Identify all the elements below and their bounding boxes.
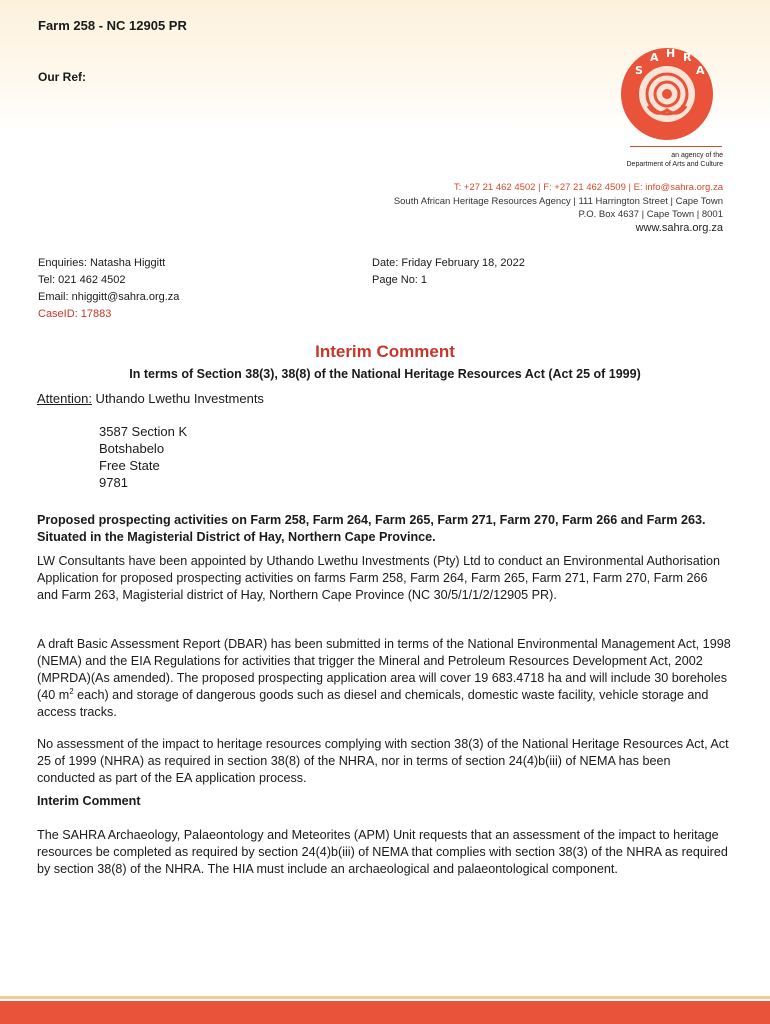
farm-reference-title: Farm 258 - NC 12905 PR [38,18,187,33]
proposal-heading: Proposed prospecting activities on Farm 258, Farm 264, Farm 265, Farm 271, Farm 270, Farm 266 and Farm 263. Situated in the Magisterial District of Hay, Northern Cape Province. [37,513,706,544]
contact-block [300,181,723,235]
logo-letter-h: H [666,47,676,60]
paragraph-dbar-text-1: A draft Basic Assessment Report (DBAR) has been submitted in terms of the National Environmental Management Act, 1998 (NEMA) and the EIA Regulations for activities that trigger the Mineral and Petroleum Resources Development Act, 2002 (MPRDA)(As amended). The proposed prospecting application area will cover 19 683.4718 ha and will include 30 boreholes (40 m [37,637,731,702]
enquiries-tel: Tel: 021 462 4502 [38,274,126,286]
contact-address-2: P.O. Box 4637 | Cape Town | 8001 [578,209,723,220]
contact-address-1: South African Heritage Resources Agency | 111 Harrington Street | Cape Town [393,195,723,207]
agency-note [560,151,723,169]
logo-divider [630,146,722,147]
case-id: CaseID: 17883 [38,308,112,320]
contact-website[interactable]: www.sahra.org.za [635,221,723,234]
address-line-1: 3587 Section K [99,424,188,439]
agency-line-2: Department of Arts and Culture [626,161,723,168]
our-ref-label: Our Ref: [38,70,86,84]
logo-letter-a: A [650,51,659,64]
logo-spiral-core [662,89,672,99]
footer-stripe [0,996,770,999]
logo-letter-a2: A [696,64,705,77]
paragraph-no-assessment: No assessment of the impact to heritage resources complying with section 38(3) of the National Heritage Resources Act, Act 25 of 1999 (NHRA) as required in section 38(8) of the NHRA, nor in terms of section 24(4)b(iii) of NEMA has been conducted as part of the EA application process. [37,737,729,785]
attention-value: Uthando Lwethu Investments [91,391,264,406]
enquiries-block [38,255,179,323]
attention-line [37,391,264,406]
address-line-2: Botshabelo [99,441,165,456]
contact-phones: T: +27 21 462 4502 | F: +27 21 462 4509 | E: info@sahra.org.za [453,182,723,193]
paragraph-dbar [37,636,732,721]
paragraph-apm-request: The SAHRA Archaeology, Palaeontology and Meteorites (APM) Unit requests that an assessment of the impact to heritage resources be completed as required by section 24(4)b(iii) of NEMA that complies with section 38(3) of the NHRA as required by section 38(8) of the NHRA. The HIA must include an archaeological and palaeontological component. [37,828,728,876]
logo-letter-r: R [683,51,692,64]
address-line-3: Free State [99,458,160,473]
date-block [372,255,525,289]
letter-date: Date: Friday February 18, 2022 [372,257,525,269]
legislation-reference: In terms of Section 38(3), 38(8) of the National Heritage Resources Act (Act 25 of 1999) [129,367,641,381]
interim-comment-subheading: Interim Comment [37,794,141,808]
document-title: Interim Comment [315,342,455,361]
superscript-squared: 2 [69,686,74,696]
attention-label: Attention: [37,391,92,406]
address-line-4: 9781 [99,475,128,490]
footer-bar [0,1001,770,1024]
recipient-address [99,423,187,491]
logo-letter-s: S [635,64,643,77]
sahra-logo [608,44,726,144]
enquiries-name: Enquiries: Natasha Higgitt [38,257,166,269]
paragraph-dbar-text-2: each) and storage of dangerous goods such as diesel and chemicals, domestic waste facility, vehicle storage and access tracks. [37,688,709,719]
agency-line-1: an agency of the [671,152,723,159]
paragraph-appointment: LW Consultants have been appointed by Uthando Lwethu Investments (Pty) Ltd to conduct an Environmental Authorisation Application for proposed prospecting activities on farms Farm 258, Farm 264, Farm 265, Farm 271, Farm 270, Farm 266 and Farm 263, Magisterial district of Hay, Northern Cape Province (NC 30/5/1/1/2/12905 PR). [37,554,721,602]
enquiries-email[interactable]: Email: nhiggitt@sahra.org.za [38,291,180,303]
page-number: Page No: 1 [372,274,428,286]
